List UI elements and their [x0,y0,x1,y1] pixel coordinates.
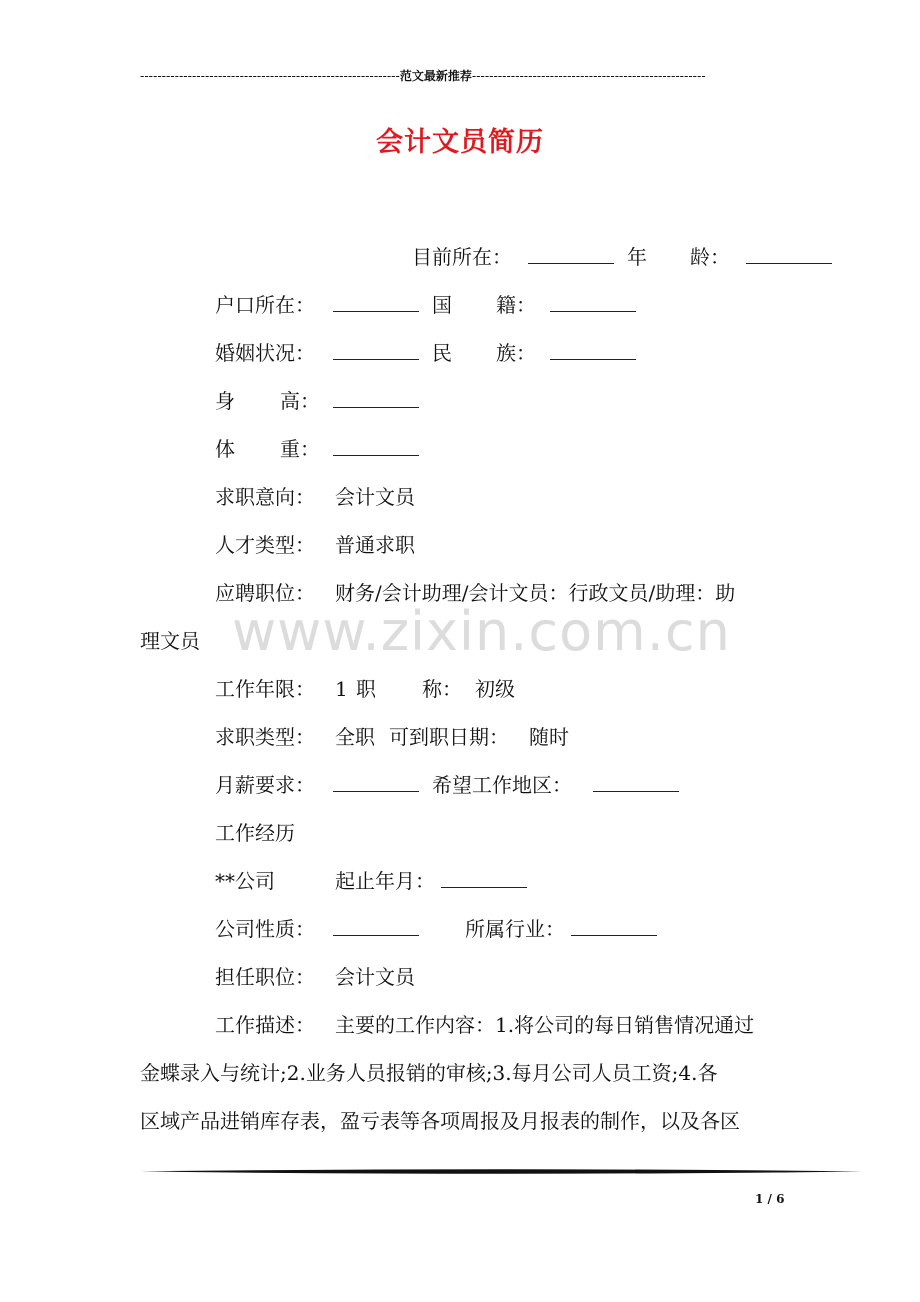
region-blank [593,771,679,799]
available-value: 随时 [529,725,569,749]
nationality-blank [550,291,636,319]
region-label: 希望工作地区： [432,773,572,797]
footer-rule [140,1168,862,1175]
position-label: 应聘职位： [215,581,315,605]
nationality-label-2: 籍： [496,293,536,317]
age-blank [746,243,832,271]
current-location-blank [528,243,614,271]
ethnic-label-1: 民 [432,341,452,365]
company-nature-label: 公司性质： [215,917,315,941]
position-value-1: 财务/会计助理/会计文员：行政文员/助理：助 [335,581,736,605]
jobtype-value: 全职 [335,725,375,749]
marital-blank [333,339,419,367]
page-number: 1 / 6 [755,1192,785,1206]
age-label-1: 年 [627,245,647,269]
header-left-dashes: ------------------------------------------------------------ [140,69,400,83]
height-label-1: 身 [215,389,235,413]
age-label-2: 龄： [690,245,730,269]
title-label-2: 称： [422,677,462,701]
desc-line-2: 金蝶录入与统计;2.业务人员报销的审核;3.每月公司人员工资;4.各 [140,1061,718,1085]
height-label-2: 高： [280,389,320,413]
company-name: **公司 [215,869,275,893]
intent-label: 求职意向： [215,485,315,509]
talent-value: 普通求职 [335,533,415,557]
years-value: 1 [335,677,348,701]
current-location-label: 目前所在： [412,245,512,269]
intent-value: 会计文员 [335,485,415,509]
title-value: 初级 [475,677,515,701]
hukou-label: 户口所在： [215,293,315,317]
header-right-dashes: ------------------------------------------------------ [471,69,706,83]
weight-label-1: 体 [215,437,235,461]
hukou-blank [333,291,419,319]
desc-label: 工作描述： [215,1013,315,1037]
period-label: 起止年月： [335,869,435,893]
years-label: 工作年限： [215,677,315,701]
marital-label: 婚姻状况： [215,341,315,365]
height-blank [333,387,419,415]
ethnic-label-2: 族： [496,341,536,365]
industry-label: 所属行业： [465,917,565,941]
period-blank [441,867,527,895]
document-title: 会计文员简历 [376,127,544,158]
available-label: 可到职日期： [389,725,509,749]
title-label-1: 职 [356,677,376,701]
ethnic-blank [550,339,636,367]
row-current-location [412,243,512,271]
watermark: www.zixin.com.cn [232,600,731,663]
weight-label-2: 重： [280,437,320,461]
talent-label: 人才类型： [215,533,315,557]
company-nature-blank [333,915,419,943]
desc-line-1: 主要的工作内容：1.将公司的每日销售情况通过 [335,1013,755,1037]
held-position-value: 会计文员 [335,965,415,989]
weight-blank [333,435,419,463]
held-position-label: 担任职位： [215,965,315,989]
header-text: 范文最新推荐 [399,69,472,83]
industry-blank [571,915,657,943]
salary-label: 月薪要求： [215,773,315,797]
desc-line-3: 区域产品进销库存表，盈亏表等各项周报及月报表的制作，以及各区 [140,1109,740,1133]
nationality-label-1: 国 [432,293,452,317]
salary-blank [333,771,419,799]
position-value-2: 理文员 [140,629,200,653]
jobtype-label: 求职类型： [215,725,315,749]
experience-heading: 工作经历 [215,821,295,845]
page-header [140,68,768,84]
